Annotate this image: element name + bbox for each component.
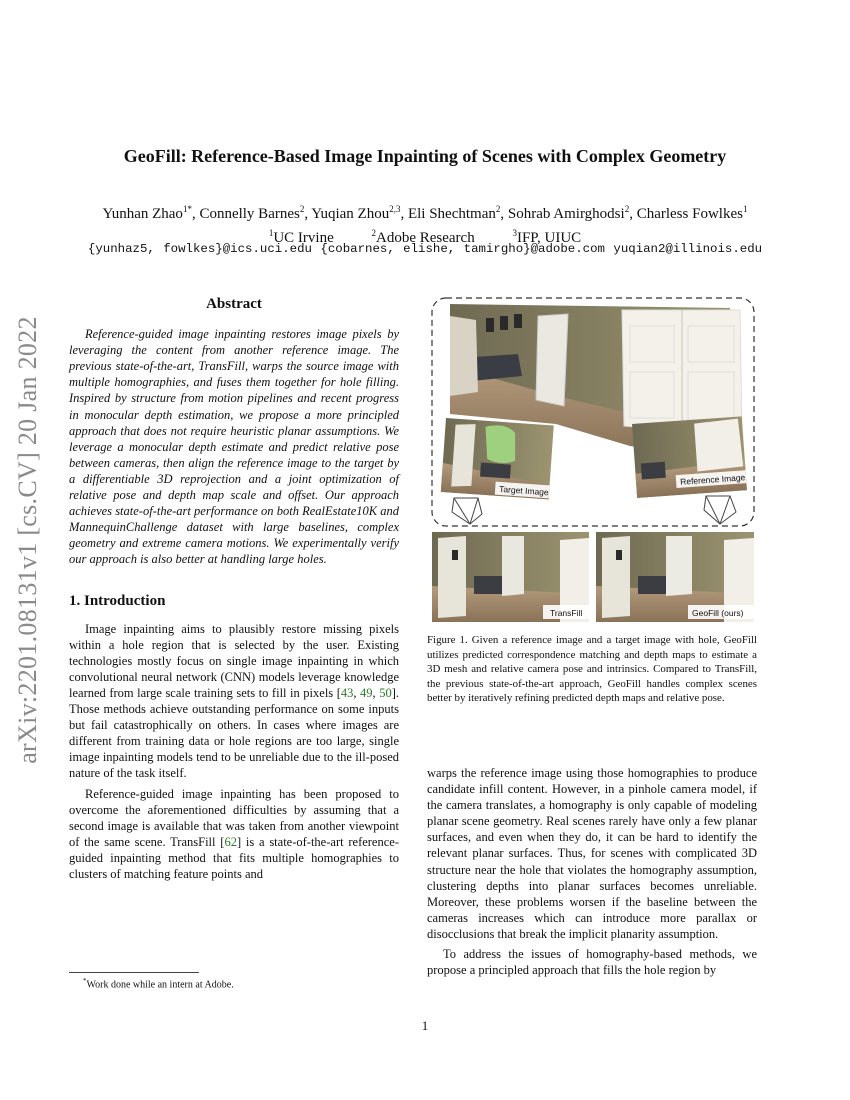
reference-image: [632, 416, 747, 497]
hole-region: [483, 425, 518, 464]
author-block: [40, 200, 810, 248]
author: Yuqian Zhou$^{2,3}$,: [311, 204, 408, 222]
geofill-result: [596, 532, 754, 622]
svg-text:Reference Image: Reference Image: [679, 472, 746, 487]
author: Connelly Barnes$^2$,: [199, 204, 312, 222]
author: Charless Fowlkes$^1$: [636, 204, 748, 222]
affiliation: $^2$Adobe Research: [371, 228, 475, 246]
intro-paragraph-3: warps the reference image using those homographies to produce candidate infill content. However, in a pinhole camera model, if the camera translates, a homography is only capable of modeling planar scene geometry. Real scenes rarely have only a few planar surfaces, and even when they do, it can be hard to identify the relevant planar surfaces. Thus, for scenes with complicated 3D structure near the hole that violates the homography assumption, clustering depths into planar surfaces becomes unreliable. Moreover, these problems worsen if the baseline between the cameras increases which can introduce more parallax or disocclusions that break the implicit planarity assumption.: [427, 766, 757, 941]
svg-text:Target Image: Target Image: [498, 483, 550, 498]
arxiv-stamp: [6, 295, 50, 785]
figure-1-graphic: [430, 296, 756, 626]
arxiv-stamp-text: arXiv:2201.08131v1 [cs.CV] 20 Jan 2022: [13, 316, 43, 764]
abstract-heading: Abstract: [206, 296, 262, 312]
author: Eli Shechtman$^2$,: [407, 204, 508, 222]
intro-heading: 1. Introduction: [69, 592, 166, 609]
abstract-body: Reference-guided image inpainting restores image pixels by leveraging the content from another reference image. The previous state-of-the-art, TransFill, warps the source image with multiple homographies, and fuses them together for hole filling. Inspired by structure from motion pipelines and recent progress in monocular depth estimation, we propose a more principled approach that does not require heuristic planar assumptions. We leverage a monocular depth estimate and predict relative pose between cameras, then align the reference image to the target by a differentiable 3D reprojection and a joint optimization of relative pose and depth map scale and offset. Our approach achieves state-of-the-art performance on both RealEstate10K and MannequinChallenge dataset with large baselines, complex geometry and extreme camera motions. We experimentally verify our approach is also better at handling large holes.: [69, 327, 399, 567]
paper-title: GeoFill: Reference-Based Image Inpainting of Scenes with Complex Geometry: [123, 146, 727, 166]
intro-paragraph-4: To address the issues of homography-based methods, we propose a principled approach that fills the hole region by: [427, 947, 757, 978]
footnote-rule: [69, 972, 199, 973]
camera-icon: [452, 498, 482, 524]
camera-icon: [704, 496, 736, 524]
author: Sohrab Amirghodsi$^2$,: [507, 204, 637, 222]
author: Yunhan Zhao$^{1*}$,: [102, 204, 200, 222]
footnote: *Work done while an intern at Adobe.: [83, 977, 234, 991]
author-list: [40, 200, 810, 224]
intro-paragraph-2: Reference-guided image inpainting has been proposed to overcome the aforementioned difficulties by assuming that a second image is available that was taken from another viewpoint of the same scene. TransFill [62] is a state-of-the-art reference-guided inpainting method that fits multiple homographies to clusters of matching feature points and: [69, 786, 399, 881]
svg-text:TransFill: TransFill: [550, 608, 583, 618]
left-column: [69, 296, 399, 882]
svg-text:GeoFill (ours): GeoFill (ours): [692, 608, 744, 618]
target-image: [441, 418, 554, 499]
affiliation: $^1$UC Irvine: [268, 228, 334, 246]
citation-link[interactable]: 62: [224, 834, 237, 849]
intro-paragraph-1: Image inpainting aims to plausibly restore missing pixels within a hole region that is selected by the user. Existing technologies mostly focus on single image inpainting in which convolutional neural network (CNN) models leverage knowledge learned from large scale training sets to fill in pixels [43, 49, 50]. Those methods achieve outstanding performance on some inputs but fail catastrophically on others. In cases where images are different from training data or hole regions are too large, single image inpainting models tend to be unreliable due to the ill-posed nature of the task itself.: [69, 621, 400, 781]
citation-link[interactable]: 43: [340, 685, 354, 700]
page-number: 1: [421, 1018, 429, 1033]
figure-1: [430, 296, 756, 626]
citation-link[interactable]: 50: [379, 685, 392, 700]
author-emails: {yunhaz5, fowlkes}@ics.uci.edu {cobarnes, elishe, tamirgho}@adobe.com yuqian2@illinois.edu: [87, 242, 763, 256]
figure-caption: Figure 1. Given a reference image and a target image with hole, GeoFill utilizes predicted correspondence matching and depth maps to estimate a 3D mesh and relative camera pose and intrinsics. Compared to TransFill, the previous state-of-the-art approach, GeoFill handles complex scenes better by iteratively refining predicted depth maps and relative pose.: [427, 634, 757, 704]
right-column: [427, 765, 757, 978]
affiliation: $^3$IFP, UIUC: [512, 228, 582, 246]
citation-link[interactable]: 49: [360, 685, 373, 700]
transfill-result: [432, 532, 589, 622]
